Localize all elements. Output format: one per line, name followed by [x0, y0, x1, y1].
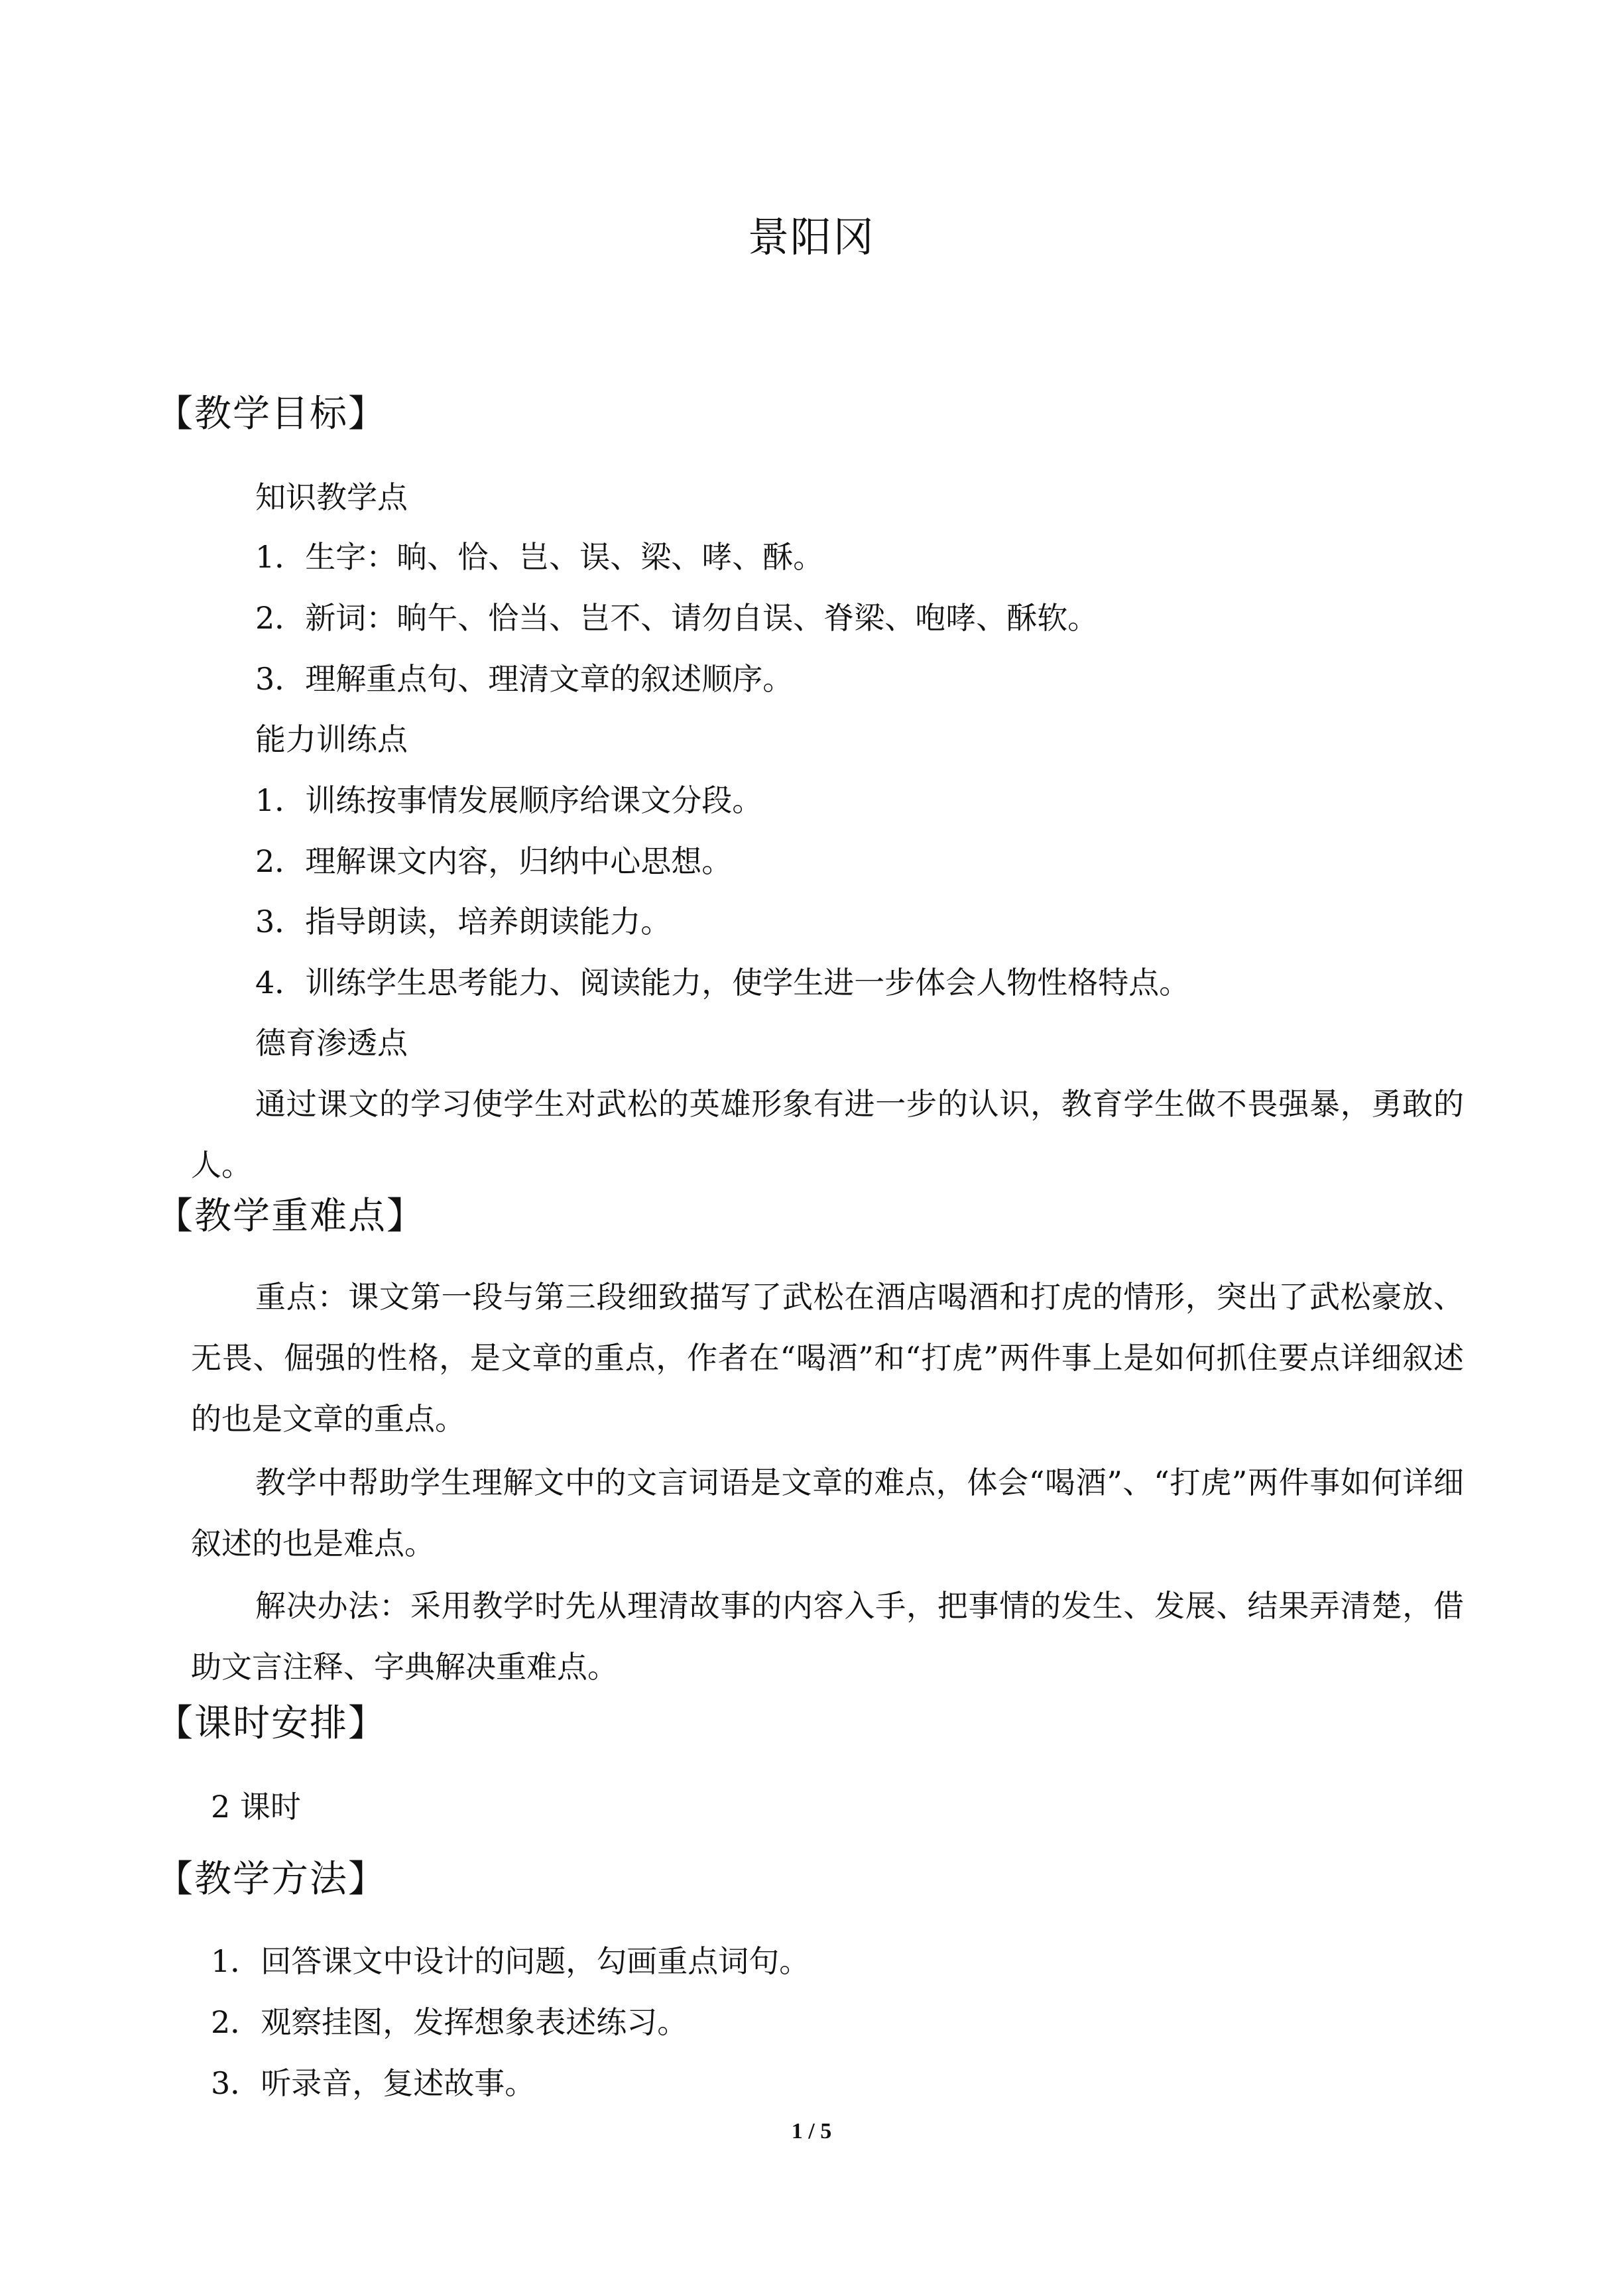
ability-item-1: 1．训练按事情发展顺序给课文分段。 — [255, 782, 763, 818]
solution-paragraph: 解决办法：采用教学时先从理清故事的内容入手，把事情的发生、发展、结果弄清楚，借助文言注释、字典解决重难点。 — [191, 1588, 1464, 1685]
focus-paragraph: 重点：课文第一段与第三段细致描写了武松在酒店喝酒和打虎的情形，突出了武松豪放、无畏、倔强的性格，是文章的重点，作者在“喝酒”和“打虎”两件事上是如何抓住要点详细叙述的也是文章的重点。 — [191, 1279, 1464, 1437]
knowledge-item-2: 2．新词：晌午、恰当、岂不、请勿自误、脊梁、咆哮、酥软。 — [255, 600, 1099, 636]
ability-item-4: 4．训练学生思考能力、阅读能力，使学生进一步体会人物性格特点。 — [255, 965, 1190, 1000]
knowledge-item-1: 1．生字：晌、恰、岂、误、梁、哮、酥。 — [255, 539, 824, 575]
schedule-text: 2 课时 — [211, 1789, 301, 1825]
heading-schedule: 【课时安排】 — [156, 1702, 387, 1745]
moral-paragraph: 通过课文的学习使学生对武松的英雄形象有进一步的认识，教育学生做不畏强暴，勇敢的人。 — [191, 1086, 1464, 1183]
ability-label: 能力训练点 — [255, 721, 408, 757]
heading-key-points: 【教学重难点】 — [156, 1195, 425, 1238]
difficulty-paragraph: 教学中帮助学生理解文中的文言词语是文章的难点，体会“喝酒”、“打虎”两件事如何详细叙述的也是难点。 — [191, 1465, 1464, 1561]
page-number: 1 / 5 — [791, 2119, 832, 2144]
moral-label: 德育渗透点 — [255, 1025, 408, 1061]
knowledge-label: 知识教学点 — [255, 479, 408, 515]
heading-methods: 【教学方法】 — [156, 1858, 387, 1901]
ability-item-3: 3．指导朗读，培养朗读能力。 — [255, 904, 672, 939]
document-title: 景阳冈 — [747, 213, 875, 261]
knowledge-item-3: 3．理解重点句、理清文章的叙述顺序。 — [255, 661, 794, 697]
method-item-2: 2．观察挂图，发挥想象表述练习。 — [211, 2004, 688, 2040]
heading-teaching-goals: 【教学目标】 — [156, 393, 387, 436]
method-item-3: 3．听录音，复述故事。 — [211, 2065, 536, 2101]
method-item-1: 1．回答课文中设计的问题，勾画重点词句。 — [211, 1943, 810, 1979]
ability-item-2: 2．理解课文内容，归纳中心思想。 — [255, 843, 733, 879]
